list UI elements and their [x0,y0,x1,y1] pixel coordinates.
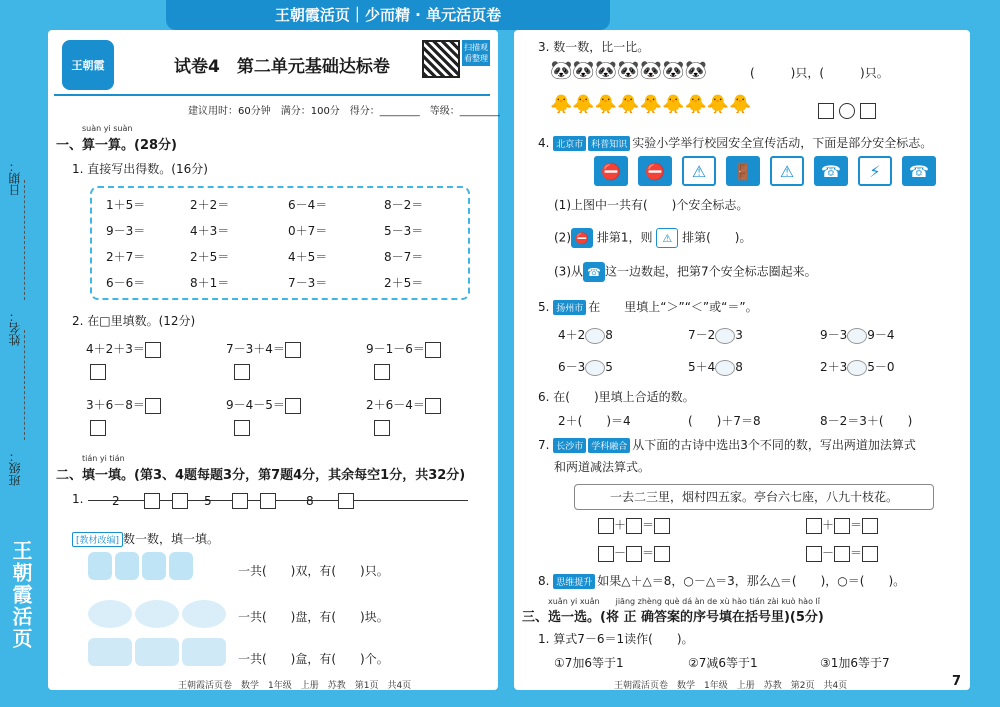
calc-item: 7－3＝ [288,276,328,290]
answer-box[interactable] [425,342,441,358]
q4-title: 4. 北京市 科普知识 实验小学举行校园安全宣传活动，下面是部分安全标志。 [538,136,933,150]
chain-expr: 2＋6－4＝ [366,396,441,414]
addition-equation: ＋ ＝ [598,516,670,534]
compare-item: 4＋2 8 [558,328,613,342]
subtraction-equation: － ＝ [806,544,878,562]
option-2[interactable]: ②7减6等于1 [688,656,758,670]
answer-box[interactable] [425,398,441,414]
warning-triangle-icon: ⚠ [682,156,716,186]
left-footer: 王朝霞活页卷 数学 1年级 上册 苏教 第1页 共4页 [178,681,412,691]
name-line [24,330,25,440]
option-3[interactable]: ③1加6等于7 [820,656,890,670]
chain-expr: 4＋2＋3＝ [86,340,161,358]
chain-expr: 7－3＋4＝ [226,340,301,358]
exam-header [54,36,490,96]
intermediate-box[interactable] [374,364,390,380]
qr-label: 扫描观看整理 [462,40,490,66]
number-line-box[interactable] [172,493,188,509]
calc-item: 6－4＝ [288,198,328,212]
exit-icon: 🚪 [726,156,760,186]
compare-item: 9－3 9－4 [820,328,895,342]
calc-item: 8－7＝ [384,250,424,264]
compare-item: 7－2 3 [688,328,743,342]
calc-item: 8＋1＝ [190,276,230,290]
q3-1: 1. 算式7－6＝1读作( )。 [538,632,694,646]
subtraction-equation: － ＝ [598,544,670,562]
right-footer: 王朝霞活页卷 数学 1年级 上册 苏教 第2页 共4页 [614,681,848,691]
sec2-pinyin: tián yi tián [82,454,125,463]
q6-title: 6. 在( )里填上合适的数。 [538,390,695,404]
compare-item: 2＋3 5－0 [820,360,895,374]
q2-title: 2. 在□里填数。(12分) [72,314,196,328]
option-1[interactable]: ①7加6等于1 [554,656,624,670]
calc-item: 5－3＝ [384,224,424,238]
phone-119-icon: ☎ [902,156,936,186]
no-climbing-icon: ⛔ [638,156,672,186]
q4-1: (1)上图中一共有( )个安全标志。 [554,198,749,212]
calc-item: 8－2＝ [384,198,424,212]
number-line-label: 2 [112,494,120,508]
q4-3: (3)从 ☎ 这一边数起，把第7个安全标志圈起来。 [554,262,817,282]
left-page [48,30,498,690]
q7-title: 7. 长沙市 学科融合 从下面的古诗中选出3个不同的数，写出两道加法算式 [538,438,916,452]
top-banner: 王朝霞活页｜少而精 · 单元活页卷 [166,0,610,30]
panda-row: 🐼🐼🐼🐼🐼🐼🐼 [550,60,707,81]
exam-meta: 建议用时：60分钟 满分：100分 得分：________ 等级：________ [188,106,500,117]
name-label: 姓名： [8,310,22,346]
q3-title: 3. 数一数，比一比。 [538,40,650,54]
chain-expr: 9－1－6＝ [366,340,441,358]
calc-item: 2＋2＝ [190,198,230,212]
sec2-title: 二、填一填。(第3、4题每题3分，第7题4分，其余每空1分，共32分) [56,468,466,483]
qr-code-icon[interactable] [422,40,460,78]
calc-item: 2＋5＝ [384,276,424,290]
binding-spine [0,0,40,707]
q2-2-title: [教材改编] 数一数，填一填。 [72,530,219,547]
calc-item: 4＋5＝ [288,250,328,264]
compare-item: 6－3 5 [558,360,613,374]
chain-expr: 3＋6－8＝ [86,396,161,414]
q8: 8. 思维提升 如果△＋△＝8，○－△＝3，那么△＝( )，○＝( )。 [538,574,906,588]
q5-title: 5. 扬州市 在 里填上“＞”“＜”或“＝”。 [538,300,758,314]
socks-picture [88,552,196,580]
sec1-title: 一、算一算。(28分) [56,138,177,153]
calc-item: 2＋5＝ [190,250,230,264]
spine-brand: 王朝霞活页 [9,540,33,650]
banner-brand: 王朝霞活页 [274,6,350,24]
q4-2: (2) ⛔ 排第1，则 ⚠ 排第( )。 [554,228,752,248]
intermediate-box[interactable] [90,364,106,380]
calc-item: 2＋7＝ [106,250,146,264]
q7-title-cont: 和两道减法算式。 [554,460,651,474]
chick-row: 🐥🐥🐥🐥🐥🐥🐥🐥🐥 [550,94,752,115]
number-line-label: 8 [306,494,314,508]
number-line-box[interactable] [144,493,160,509]
exam-title: 试卷4 第二单元基础达标卷 [174,57,390,77]
answer-box[interactable] [145,342,161,358]
brand-logo: 王朝霞 [62,40,114,90]
calc-item: 0＋7＝ [288,224,328,238]
chain-expr: 9－4－5＝ [226,396,301,414]
intermediate-box[interactable] [234,364,250,380]
intermediate-box[interactable] [374,420,390,436]
fill-row: 一共( )盘，有( )块。 [238,610,389,624]
cakes-picture [88,600,229,628]
calc-item: 9－3＝ [106,224,146,238]
banner-subtitle: 少而精 · 单元活页卷 [364,6,502,24]
calc-item: 1＋5＝ [106,198,146,212]
fill-row: 一共( )盒，有( )个。 [238,652,389,666]
number-line-box[interactable] [338,493,354,509]
phone-110-icon: ☎ [814,156,848,186]
compare-item: 5＋4 8 [688,360,743,374]
intermediate-box[interactable] [234,420,250,436]
calc-item: 6－6＝ [106,276,146,290]
fill-row: 一共( )双，有( )只。 [238,564,389,578]
sec3-pinyin: xuǎn yi xuǎn jiāng zhèng què dá àn de xù hào tián zài kuò hào lǐ [548,597,820,606]
right-page [514,30,970,690]
q6-item: 2＋( )＝4 [558,414,631,428]
warning-triangle-icon: ⚠ [770,156,804,186]
page-number: 7 [952,674,962,689]
number-line-box[interactable] [260,493,276,509]
q6-item: ( )＋7＝8 [688,414,761,428]
answer-box[interactable] [285,342,301,358]
sec3-title: 三、选一选。(将 正 确答案的序号填在括号里)(5分) [522,610,824,625]
addition-equation: ＋ ＝ [806,516,878,534]
answer-box[interactable] [145,398,161,414]
poem-box: 一去二三里，烟村四五家。亭台六七座，八九十枝花。 [574,484,934,510]
compare-boxes [818,100,876,119]
q6-item: 8－2＝3＋( ) [820,414,913,428]
number-line-label: 5 [204,494,212,508]
answer-box[interactable] [285,398,301,414]
number-line-box[interactable] [232,493,248,509]
intermediate-box[interactable] [90,420,106,436]
q2-1-label: 1. [72,492,84,506]
date-label: 日期： [8,160,22,196]
no-swimming-icon: ⛔ [594,156,628,186]
class-label: 班级： [8,450,22,486]
electric-warning-icon: ⚡ [858,156,892,186]
sec1-pinyin: suàn yi suàn [82,124,133,133]
q3-fill: ( )只，( )只。 [750,66,889,80]
q1-title: 1. 直接写出得数。(16分) [72,162,208,176]
gift-box-picture [88,638,229,666]
calc-item: 4＋3＝ [190,224,230,238]
date-line [24,180,25,300]
